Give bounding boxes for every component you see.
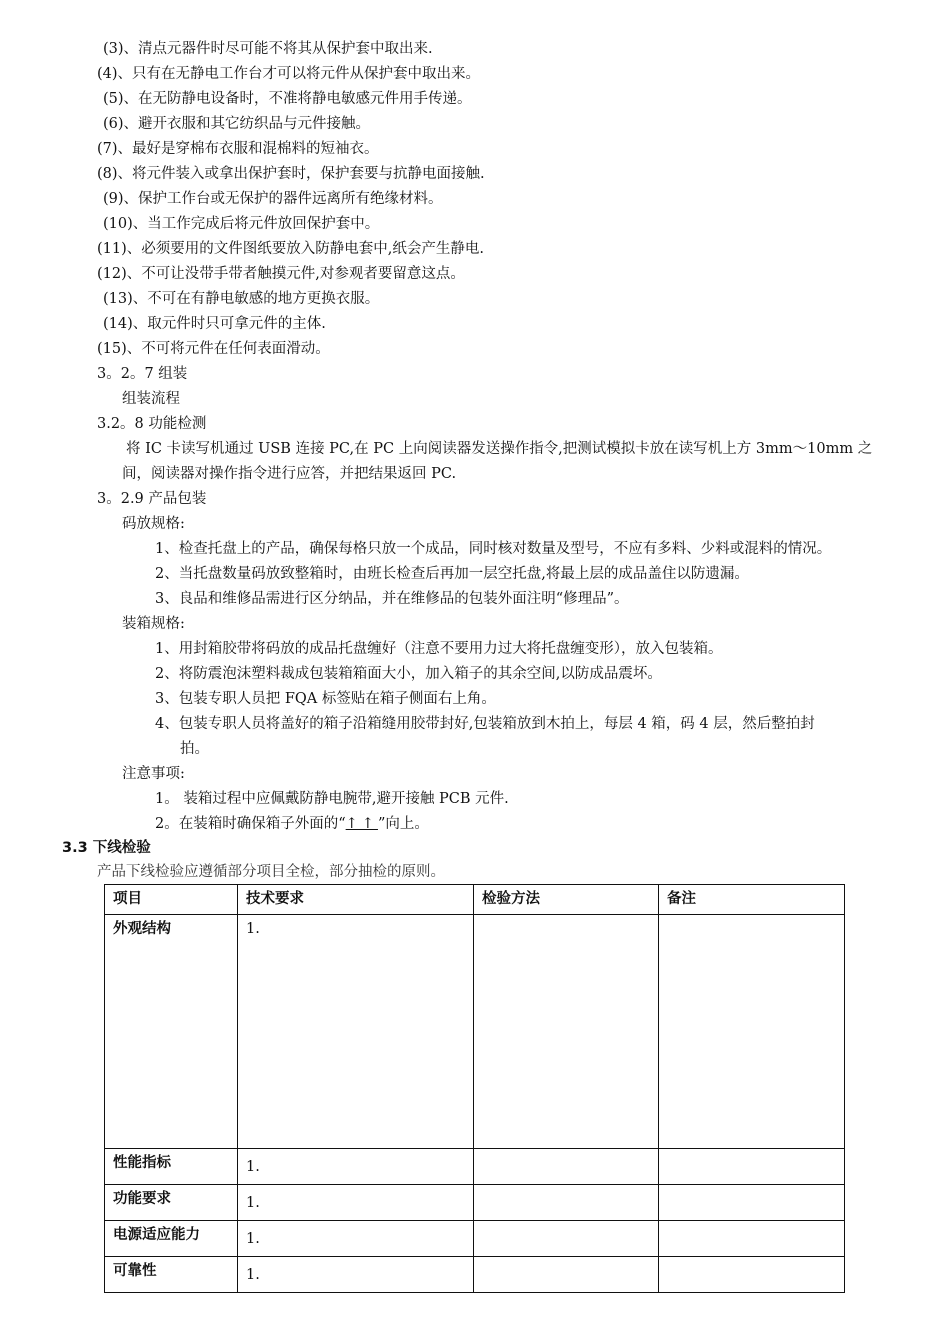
stacking-item-3: 3、良品和维修品需进行区分纳品，并在维修品的包装外面注明“修理品”。 (155, 591, 629, 607)
inspection-heading: 3.3 下线检验 (62, 840, 151, 856)
table-row (105, 1221, 845, 1257)
table-row (105, 915, 845, 1149)
column-header-item: 项目 (105, 885, 238, 915)
column-header-remarks: 备注 (659, 885, 845, 915)
row-method (474, 1149, 659, 1185)
inspection-table (104, 884, 845, 1293)
packaging-heading: 3。2.9 产品包装 (97, 491, 207, 507)
handling-rule-12: (12)、不可让没带手带者触摸元件,对参观者要留意这点。 (97, 266, 465, 282)
function-test-line-2: 间，阅读器对操作指令进行应答，并把结果返回 PC. (122, 466, 457, 482)
row-item-function: 功能要求 (105, 1185, 238, 1221)
table-row (105, 1149, 845, 1185)
row-requirement: 1. (238, 1221, 474, 1257)
handling-rule-13: (13)、不可在有静电敏感的地方更换衣服。 (103, 291, 380, 307)
row-item-reliability: 可靠性 (105, 1257, 238, 1293)
row-requirement: 1. (238, 1185, 474, 1221)
row-method (474, 1221, 659, 1257)
table-row (105, 1257, 845, 1293)
function-test-heading: 3.2。8 功能检测 (97, 416, 207, 432)
note-2-suffix: ”向上。 (377, 816, 429, 832)
column-header-requirement: 技术要求 (238, 885, 474, 915)
assembly-text: 组装流程 (122, 391, 180, 407)
notes-title: 注意事项: (122, 766, 185, 782)
row-requirement: 1. (238, 1149, 474, 1185)
column-header-method: 检验方法 (474, 885, 659, 915)
handling-rule-6: (6)、避开衣服和其它纺织品与元件接触。 (103, 116, 371, 132)
boxing-item-4: 4、包装专职人员将盖好的箱子沿箱缝用胶带封好,包装箱放到木拍上，每层 4 箱，码 4 层，然后整拍封 (155, 716, 815, 732)
row-method (474, 1185, 659, 1221)
stacking-title: 码放规格: (122, 516, 185, 532)
handling-rule-5: (5)、在无防静电设备时，不准将静电敏感元件用手传递。 (103, 91, 472, 107)
row-item-performance: 性能指标 (105, 1149, 238, 1185)
row-requirement: 1. (238, 915, 474, 1149)
boxing-title: 装箱规格: (122, 616, 185, 632)
note-2-prefix: 2。在装箱时确保箱子外面的“ (155, 816, 346, 832)
row-remarks (659, 1257, 845, 1293)
handling-rule-15: (15)、不可将元件在任何表面滑动。 (97, 341, 330, 357)
handling-rule-10: (10)、当工作完成后将元件放回保护套中。 (103, 216, 380, 232)
assembly-heading: 3。2。7 组装 (97, 366, 188, 382)
row-method (474, 1257, 659, 1293)
row-requirement: 1. (238, 1257, 474, 1293)
row-item-power-adaptability: 电源适应能力 (105, 1221, 238, 1257)
table-row (105, 1185, 845, 1221)
stacking-item-2: 2、当托盘数量码放致整箱时，由班长检查后再加一层空托盘,将最上层的成品盖住以防遗漏。 (155, 566, 749, 582)
stacking-item-1: 1、检查托盘上的产品，确保每格只放一个成品，同时核对数量及型号，不应有多料、少料或混料的情况。 (155, 541, 832, 557)
note-1: 1。 装箱过程中应佩戴防静电腕带,避开接触 PCB 元件. (155, 791, 509, 807)
boxing-item-1: 1、用封箱胶带将码放的成品托盘缠好（注意不要用力过大将托盘缠变形），放入包装箱。 (155, 641, 723, 657)
row-remarks (659, 1221, 845, 1257)
handling-rule-8: (8)、将元件装入或拿出保护套时，保护套要与抗静电面接触. (97, 166, 485, 182)
inspection-intro: 产品下线检验应遵循部分项目全检，部分抽检的原则。 (97, 864, 445, 880)
table-header-row (105, 885, 845, 915)
boxing-item-3: 3、包装专职人员把 FQA 标签贴在箱子侧面右上角。 (155, 691, 496, 707)
handling-rule-9: (9)、保护工作台或无保护的器件远离所有绝缘材料。 (103, 191, 443, 207)
up-arrows-icon: ↑↑ (345, 816, 378, 832)
handling-rule-11: (11)、必须要用的文件图纸要放入防静电套中,纸会产生静电. (97, 241, 484, 257)
boxing-item-2: 2、将防震泡沫塑料裁成包装箱箱面大小，加入箱子的其余空间,以防成品震坏。 (155, 666, 662, 682)
row-remarks (659, 1149, 845, 1185)
handling-rule-4: (4)、只有在无静电工作台才可以将元件从保护套中取出来。 (97, 66, 481, 82)
row-remarks (659, 1185, 845, 1221)
row-item-appearance: 外观结构 (105, 915, 238, 1149)
handling-rule-7: (7)、最好是穿棉布衣服和混棉料的短袖衣。 (97, 141, 379, 157)
handling-rule-14: (14)、取元件时只可拿元件的主体. (103, 316, 326, 332)
handling-rule-3: (3)、清点元器件时尽可能不将其从保护套中取出来. (103, 41, 433, 57)
boxing-item-4-continued: 拍。 (180, 741, 209, 757)
note-2 (155, 812, 429, 837)
function-test-line-1: 将 IC 卡读写机通过 USB 连接 PC,在 PC 上向阅读器发送操作指令,把测试模拟卡放在读写机上方 3mm～10mm 之 (126, 441, 873, 457)
row-remarks (659, 915, 845, 1149)
row-method (474, 915, 659, 1149)
